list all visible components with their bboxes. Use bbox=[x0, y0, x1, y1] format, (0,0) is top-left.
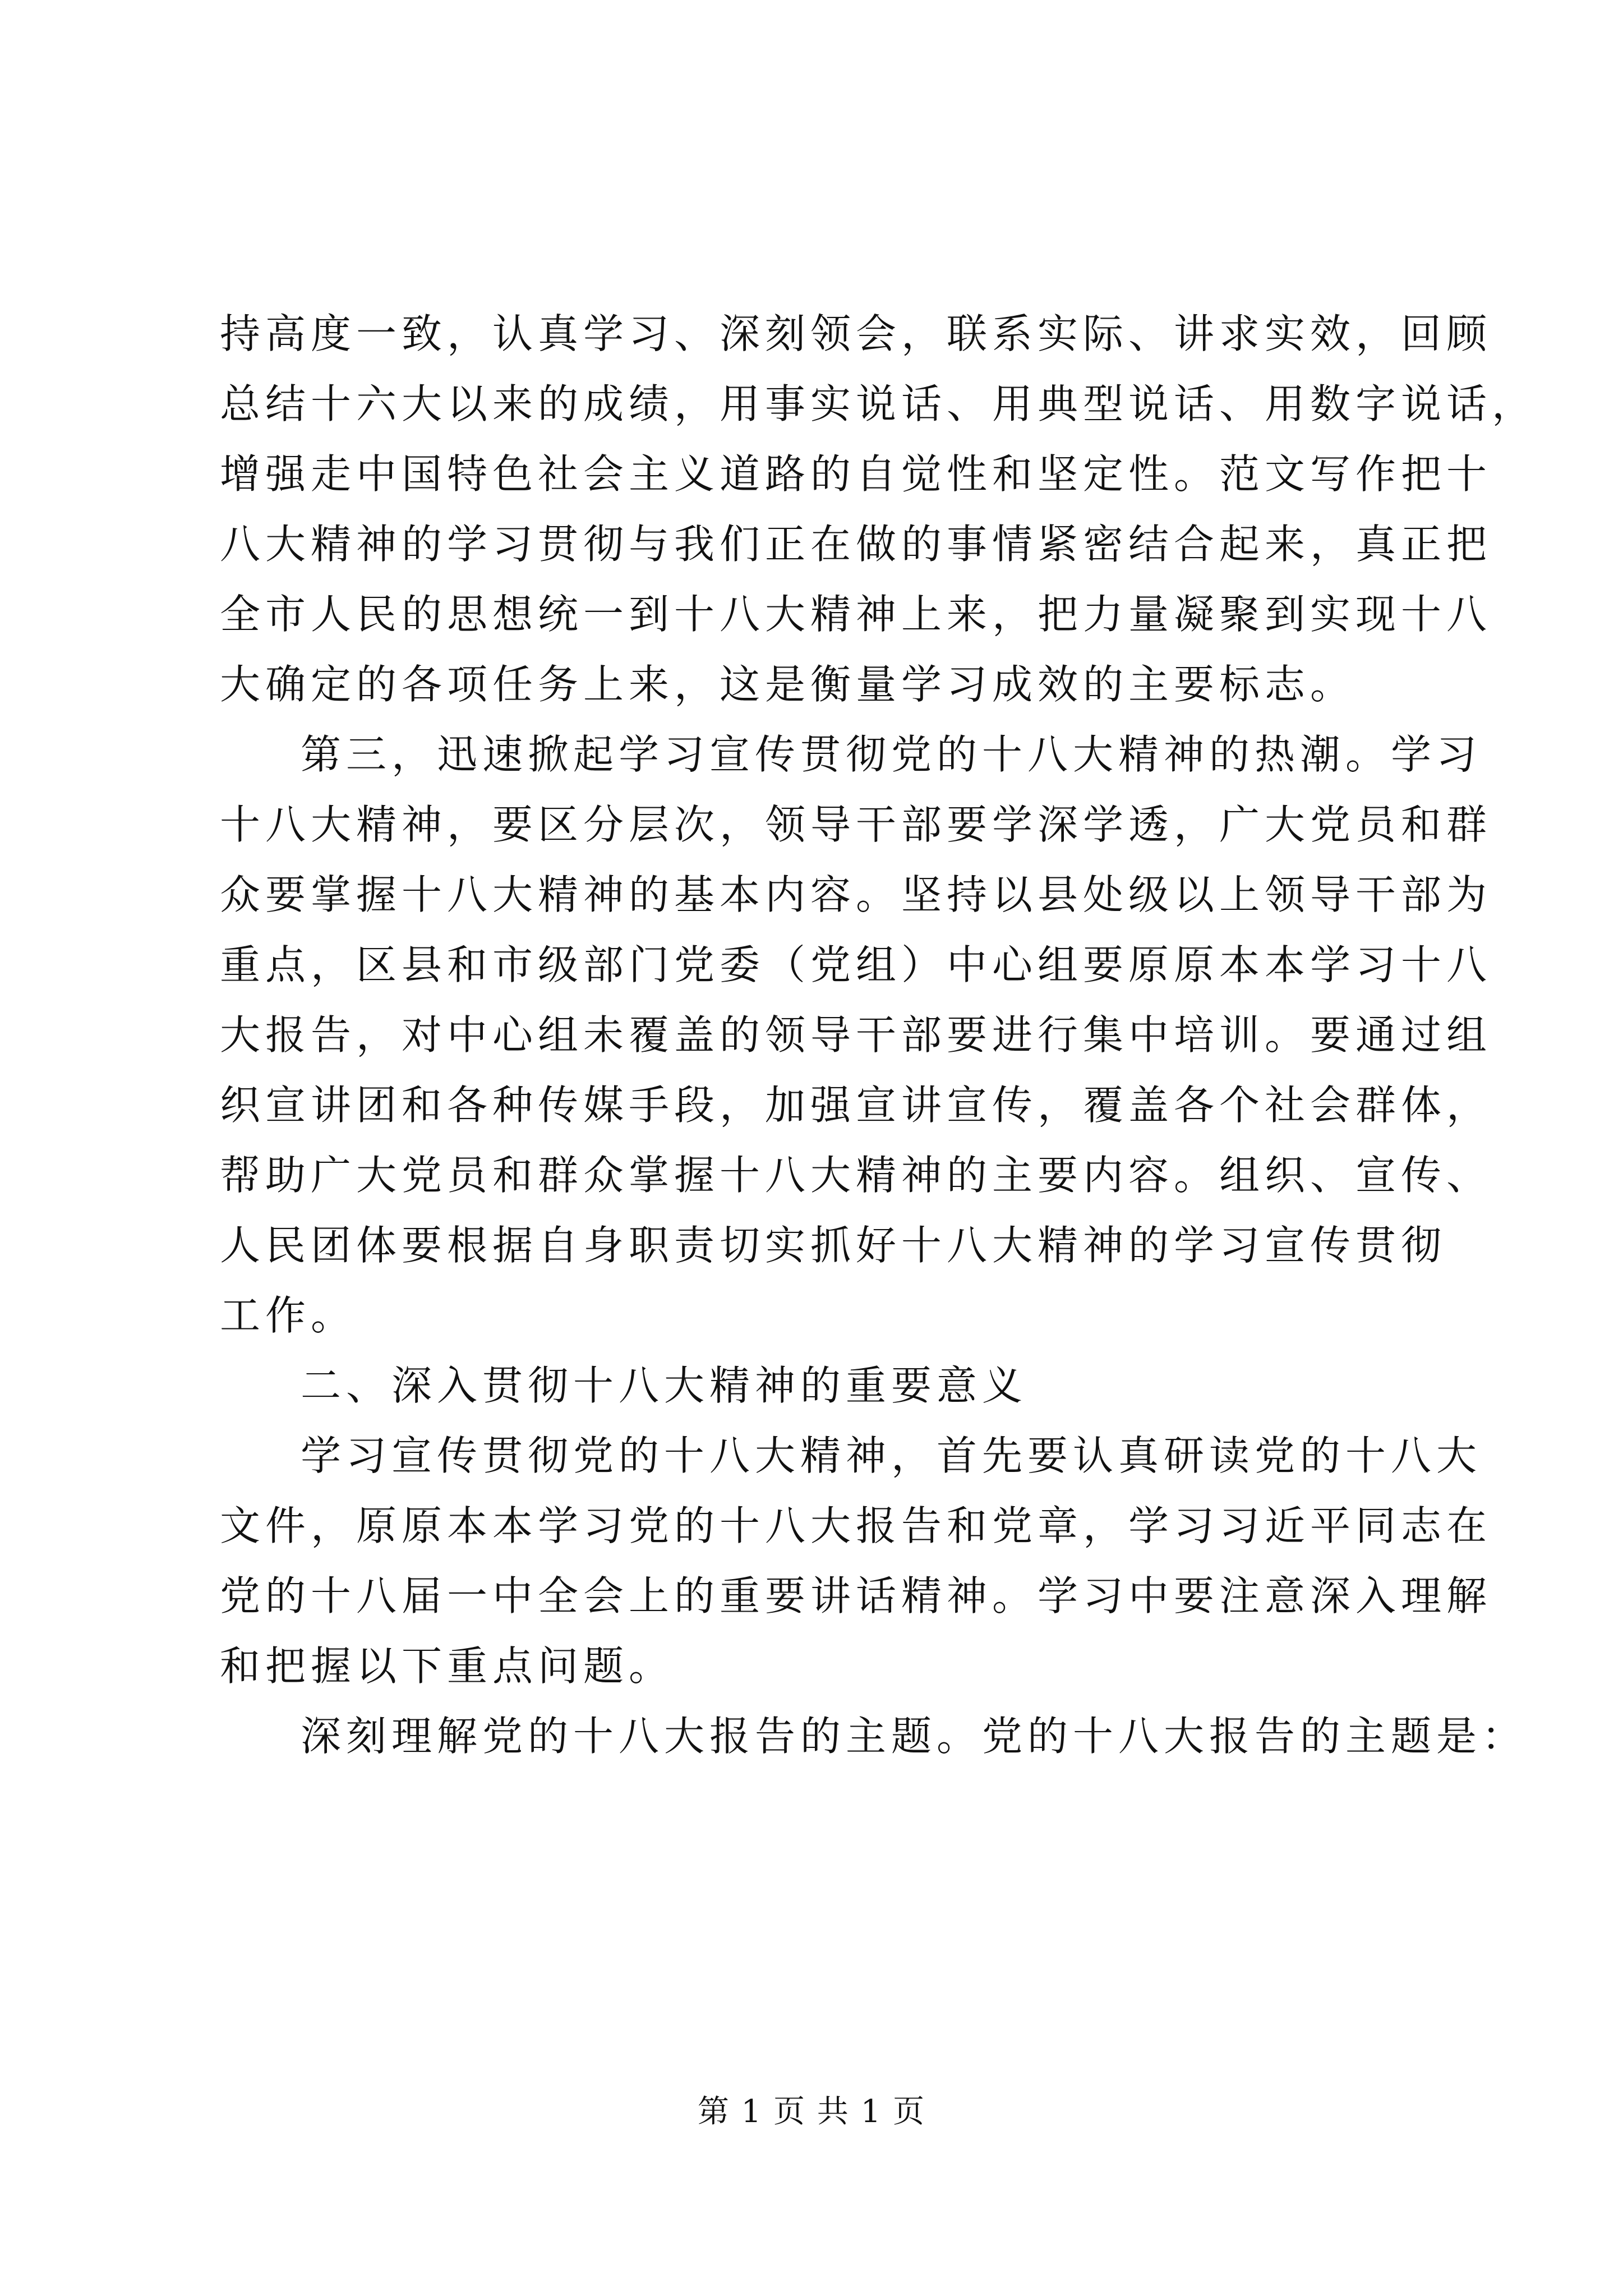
body-line: 持高度一致，认真学习、深刻领会，联系实际、讲求实效，回顾 bbox=[220, 310, 1492, 357]
body-line: 大报告，对中心组未覆盖的领导干部要进行集中培训。要通过组 bbox=[220, 1011, 1492, 1059]
body-line: 党的十八届一中全会上的重要讲话精神。学习中要注意深入理解 bbox=[220, 1572, 1492, 1619]
page-footer: 第 1 页 共 1 页 bbox=[697, 2093, 926, 2130]
body-line: 文件，原原本本学习党的十八大报告和党章，学习习近平同志在 bbox=[220, 1502, 1492, 1549]
body-line: 八大精神的学习贯彻与我们正在做的事情紧密结合起来，真正把 bbox=[220, 521, 1492, 568]
paragraph-start-line: 深刻理解党的十八大报告的主题。党的十八大报告的主题是： bbox=[301, 1713, 1528, 1760]
body-line: 总结十六大以来的成绩，用事实说话、用典型说话、用数字说话， bbox=[220, 380, 1538, 427]
body-line: 人民团体要根据自身职责切实抓好十八大精神的学习宣传贯彻 bbox=[220, 1222, 1447, 1269]
body-line: 增强走中国特色社会主义道路的自觉性和坚定性。范文写作把十 bbox=[220, 450, 1492, 498]
paragraph-start-line: 学习宣传贯彻党的十八大精神，首先要认真研读党的十八大 bbox=[301, 1432, 1482, 1479]
body-line: 十八大精神，要区分层次，领导干部要学深学透，广大党员和群 bbox=[220, 801, 1492, 848]
paragraph-start-line: 第三，迅速掀起学习宣传贯彻党的十八大精神的热潮。学习 bbox=[301, 731, 1482, 778]
body-line: 帮助广大党员和群众掌握十八大精神的主要内容。组织、宣传、 bbox=[220, 1152, 1492, 1199]
body-line: 重点，区县和市级部门党委（党组）中心组要原原本本学习十八 bbox=[220, 941, 1492, 988]
body-line: 全市人民的思想统一到十八大精神上来，把力量凝聚到实现十八 bbox=[220, 591, 1492, 638]
body-line: 大确定的各项任务上来，这是衡量学习成效的主要标志。 bbox=[220, 661, 1356, 708]
body-line: 众要掌握十八大精神的基本内容。坚持以县处级以上领导干部为 bbox=[220, 871, 1492, 918]
body-line: 工作。 bbox=[220, 1292, 357, 1339]
section-heading: 二、深入贯彻十八大精神的重要意义 bbox=[301, 1362, 1028, 1409]
body-line: 和把握以下重点问题。 bbox=[220, 1642, 675, 1690]
body-line: 织宣讲团和各种传媒手段，加强宣讲宣传，覆盖各个社会群体， bbox=[220, 1082, 1492, 1129]
